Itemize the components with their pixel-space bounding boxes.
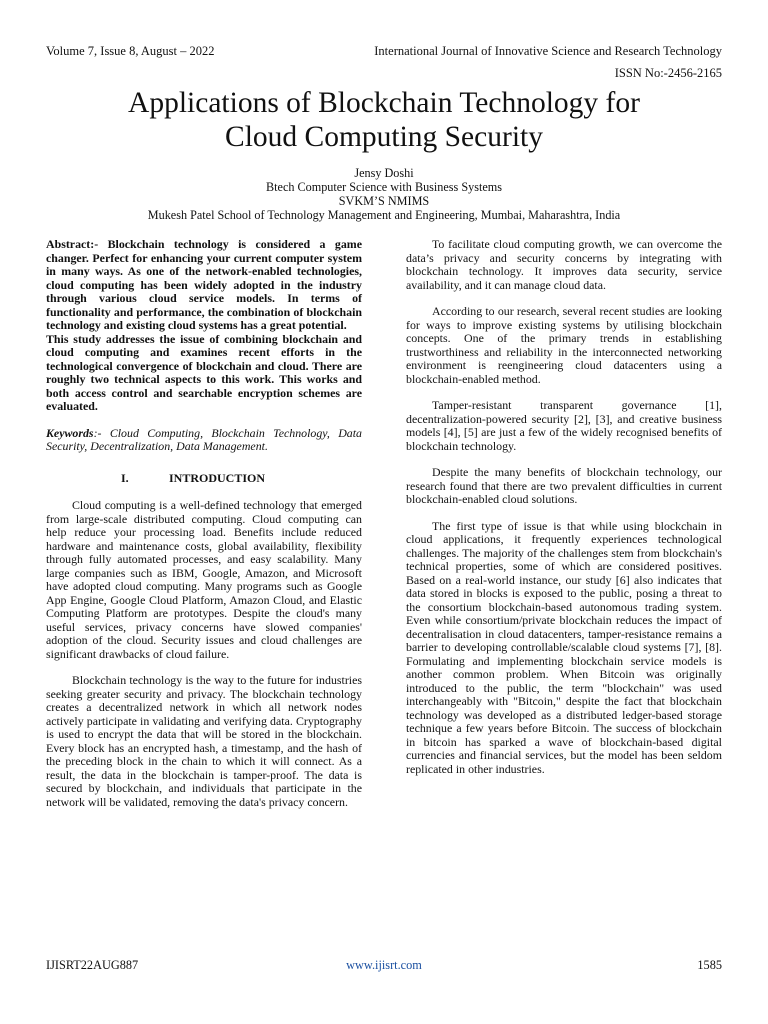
- author-university: SVKM’S NMIMS: [338, 194, 430, 208]
- body-paragraph: The first type of issue is that while using blockchain in cloud applications, it frequently experiences technological challenges. The majority of the challenges stem from blockchain's technical properties, some of which are considered positives. Based on a real-world instance, our study [6] also indicates that data stored in blocks is exposed to the public, posing a threat to the consortium blockchain-based autonomous trading system. Even while consortium/private blockchain reduces the impact of decentralisation in cloud datacenters, tamper-resistance remains a barrier to developing controllable/scalable cloud systems [7], [8]. Formulating and implementing blockchain service models is another common problem. When Bitcoin was originally introduced to the public, the term "blockchain" was used interchangeably with "Bitcoin," despite the fact that blockchain technology was developed as a distributed ledger-based storage technique a few years before Bitcoin. The success of blockchain in bitcoin has sparked a wave of blockchain-based digital currencies and financial services, but the model has been seldom replicated in other industries.: [406, 518, 722, 776]
- running-header-volume: Volume 7, Issue 8, August – 2022: [46, 44, 215, 58]
- running-header-issn: ISSN No:-2456-2165: [614, 66, 722, 80]
- author-name: Jensy Doshi: [354, 166, 414, 180]
- author-school: Mukesh Patel School of Technology Management and Engineering, Mumbai, Maharashtra, India: [147, 208, 621, 222]
- keywords-label: Keywords: [46, 425, 94, 440]
- footer-paper-code: IJISRT22AUG887: [46, 958, 139, 972]
- keywords: [46, 427, 362, 454]
- body-paragraph: According to our research, several recent studies are looking for ways to improve existing systems by utilising blockchain concepts. One of the primary trends in establishing trustworthiness and reliability in the interconnected networking environment is reengineering cloud datacenters using a blockchain-enabled method.: [406, 304, 722, 386]
- title-line-2: Cloud Computing Security: [225, 121, 543, 153]
- body-paragraph: To facilitate cloud computing growth, we can overcome the data’s privacy and security concerns by integrating with blockchain technology. It improves data security, service availability, and it can manage cloud data.: [406, 237, 722, 292]
- section-heading-introduction: [46, 472, 362, 486]
- body-paragraph: Cloud computing is a well-defined technology that emerged from large-scale distributed computing. Cloud computing can help reduce your processing load. Benefits include reduced hardware and maintenance costs, global availability, flexibility through fully automated processes, and easy scalability. Many large companies such as IBM, Google, Amazon, and Microsoft have adopted cloud computing. Many programs such as Google App Engine, Google Cloud Platform, Amazon Cloud, and Elastic Computing Platform are prototypes. Despite the cloud's many useful services, privacy concerns have slowed companies' adoption of the cloud. Security issues and cloud challenges are significant drawbacks of cloud failure.: [46, 498, 362, 661]
- author-block: [40, 166, 728, 222]
- footer-page-number: 1585: [697, 958, 722, 972]
- running-header-journal: International Journal of Innovative Science and Research Technology: [374, 44, 722, 58]
- body-paragraph: Despite the many benefits of blockchain technology, our research found that there are two prevalent difficulties in current blockchain-enabled cloud solutions.: [406, 465, 722, 506]
- footer-website-link[interactable]: www.ijisrt.com: [346, 958, 422, 972]
- title-line-1: Applications of Blockchain Technology for: [128, 87, 640, 119]
- paper-title: [60, 86, 708, 154]
- body-paragraph: Blockchain technology is the way to the future for industries seeking greater security and privacy. The blockchain technology creates a decentralized network in which all network nodes actively participate in validating and verifying data. Cryptography is used to encrypt the data that will be stored in the blockchain. Every block has an encrypted hash, a timestamp, and the hash of the preceding block in the chain to which it will connect. As a result, the data in the blockchain is tamper-proof. The data is secured by blockchain, and individuals that participate in the network will be validated, removing the data's privacy concern.: [46, 673, 362, 809]
- abstract-paragraph-1: Abstract:- Blockchain technology is considered a game changer. Perfect for enhancing your current computer system in many ways. As one of the network-enabled technologies, cloud computing has been widely adopted in the industry through various cloud service models. In terms of functionality and performance, the combination of blockchain technology and existing cloud systems has a great potential.: [46, 237, 362, 332]
- body-paragraph: Tamper-resistant transparent governance [1], decentralization-powered security [2], [3], and creative business models [4], [5] are just a few of the widely recognised benefits of blockchain technology.: [406, 398, 722, 453]
- section-title: INTRODUCTION: [169, 470, 266, 485]
- right-column: [406, 238, 722, 776]
- section-number: I.: [121, 470, 129, 485]
- author-program: Btech Computer Science with Business Systems: [266, 180, 502, 194]
- keywords-text: :- Cloud Computing, Blockchain Technology, Data Security, Decentralization, Data Management.: [46, 425, 362, 453]
- abstract-paragraph-2: This study addresses the issue of combining blockchain and cloud computing and examines recent efforts in the technological convergence of blockchain and cloud. There are roughly two technical aspects to this work. This works and both access control and searchable encryption schemes are evaluated.: [46, 331, 362, 413]
- left-column: [46, 238, 362, 809]
